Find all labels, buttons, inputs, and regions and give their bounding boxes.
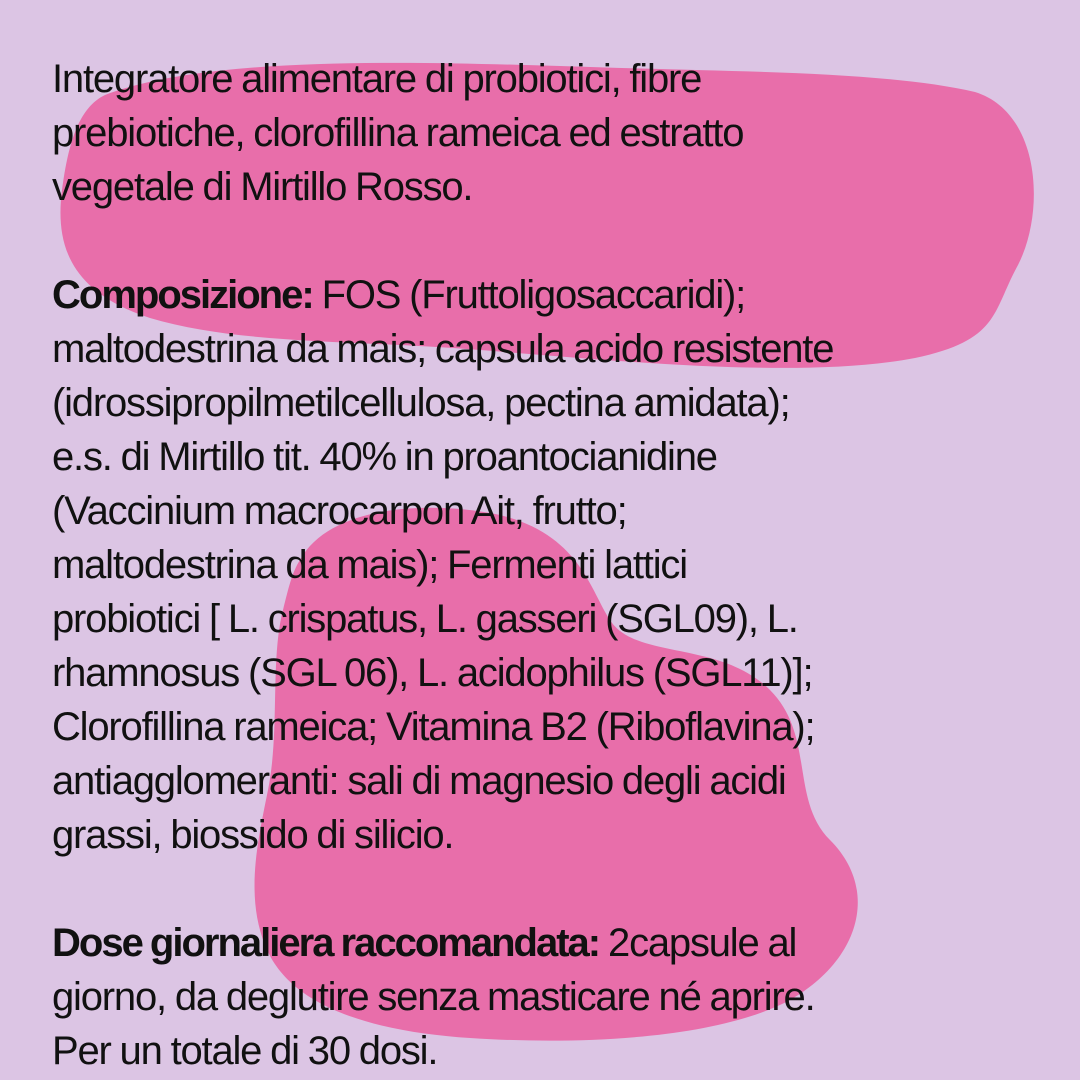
composition-line: e.s. di Mirtillo tit. 40% in proantocianidine — [52, 435, 717, 479]
intro-line: prebiotiche, clorofillina rameica ed estratto — [52, 111, 744, 155]
composition-paragraph — [52, 268, 1052, 862]
dose-line: 2capsule al — [599, 921, 797, 965]
composition-line: rhamnosus (SGL 06), L. acidophilus (SGL11)]; — [52, 651, 813, 695]
dose-first-line — [52, 916, 1052, 970]
dose-paragraph — [52, 916, 1052, 1078]
composition-line: Clorofillina rameica; Vitamina B2 (Riboflavina); — [52, 705, 815, 749]
dose-line: Per un totale di 30 dosi. — [52, 1029, 438, 1073]
composition-line: (idrossipropilmetilcellulosa, pectina amidata); — [52, 381, 790, 425]
dose-line: giorno, da deglutire senza masticare né aprire. — [52, 975, 815, 1019]
intro-line: vegetale di Mirtillo Rosso. — [52, 165, 473, 209]
composition-line: maltodestrina da mais); Fermenti lattici — [52, 543, 687, 587]
composition-line: antiagglomeranti: sali di magnesio degli acidi — [52, 759, 786, 803]
composition-line: (Vaccinium macrocarpon Ait, frutto; — [52, 489, 627, 533]
composition-label: Composizione: — [52, 273, 313, 317]
composition-line: grassi, biossido di silicio. — [52, 813, 454, 857]
intro-line: Integratore alimentare di probiotici, fibre — [52, 57, 702, 101]
intro-paragraph — [52, 52, 1052, 214]
composition-line: probiotici [ L. crispatus, L. gasseri (SGL09), L. — [52, 597, 798, 641]
dose-label: Dose giornaliera raccomandata: — [52, 921, 600, 965]
composition-line: maltodestrina da mais; capsula acido resistente — [52, 327, 834, 371]
composition-first-line — [52, 268, 1052, 322]
composition-line: FOS (Fruttoligosaccaridi); — [312, 273, 746, 317]
product-description — [52, 52, 1052, 1078]
